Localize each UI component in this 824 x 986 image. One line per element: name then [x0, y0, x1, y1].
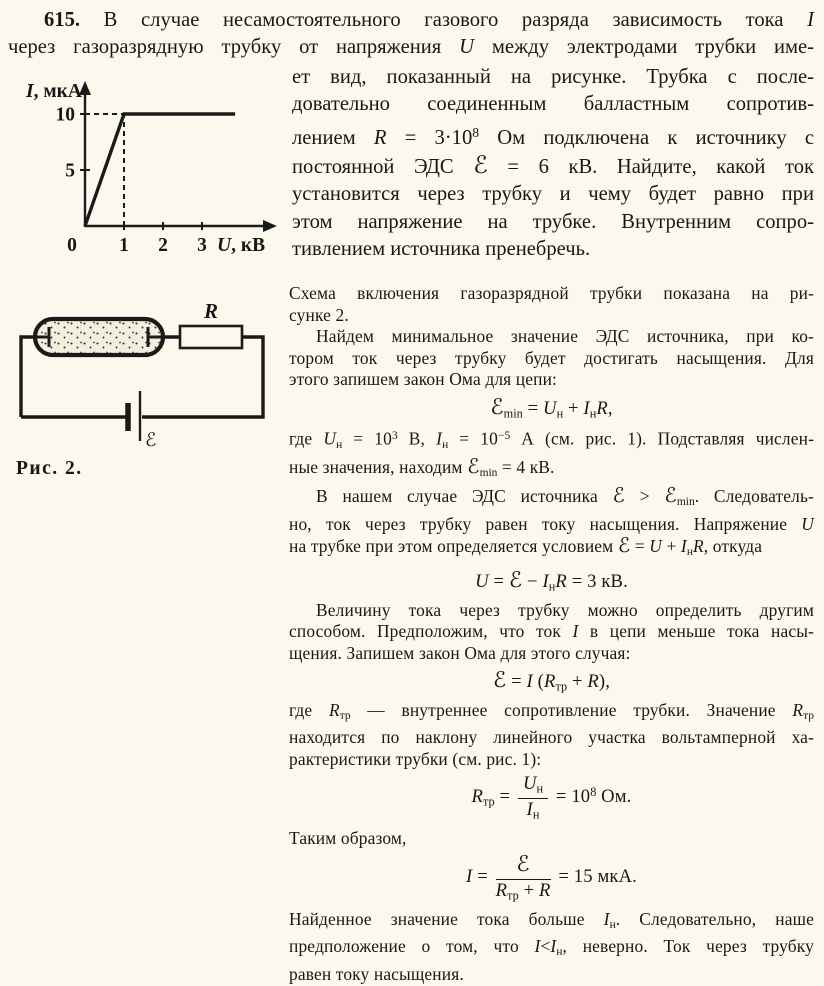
text-segment: В случае несамостоятельного газового разряда зависимость тока — [80, 9, 808, 31]
text-segment: , — [607, 397, 613, 419]
text-segment: U — [323, 428, 337, 449]
x-tick-label: 1 — [119, 235, 129, 256]
text-segment: > — [625, 486, 665, 507]
text-line — [289, 727, 814, 749]
text-segment: U — [459, 36, 474, 58]
text-line — [289, 348, 814, 370]
text-segment: R — [792, 699, 804, 720]
fraction-denominator — [496, 880, 551, 903]
y-tick-label: 10 — [55, 104, 75, 126]
formula-rhs — [551, 786, 631, 807]
figure-text-row — [0, 64, 824, 275]
text-segment: на трубке при этом определяется условием — [289, 536, 618, 557]
text-segment: щения. Запишем закон Ома для этого случая: — [289, 642, 631, 663]
formula-lhs — [466, 866, 493, 887]
text-segment: Найдем минимальное значение ЭДС источника, при ко- — [316, 326, 814, 346]
emf-label: ℰ — [145, 430, 157, 451]
x-axis-arrow-icon — [263, 220, 277, 232]
text-segment: , откуда — [703, 536, 763, 557]
text-segment: −5 — [497, 430, 511, 443]
text-segment: I — [526, 671, 533, 693]
text-line — [292, 64, 814, 91]
text-line — [292, 181, 814, 208]
text-segment: R — [539, 879, 551, 901]
figure1-container — [0, 64, 292, 275]
text-segment: н — [589, 405, 597, 420]
text-segment: В нашем случае ЭДС источника — [316, 486, 613, 507]
text-line — [292, 236, 814, 263]
text-segment: Ом. — [596, 786, 632, 808]
text-segment: тр — [507, 887, 519, 902]
text-segment: сунке 2. — [289, 304, 349, 325]
text-segment: − — [522, 571, 543, 593]
text-segment: = — [630, 536, 650, 557]
y-axis-label: I, мкА — [26, 81, 82, 102]
formula-rhs — [554, 866, 637, 887]
x-tick-label: 3 — [197, 235, 207, 256]
text-segment: R — [328, 699, 340, 720]
text-segment: н — [536, 781, 544, 796]
text-segment: = — [522, 397, 543, 419]
text-segment: Найденное значение тока больше — [289, 908, 604, 929]
text-line — [8, 7, 814, 34]
text-segment: этого запишем закон Ома для цепи: — [289, 369, 558, 389]
text-line — [289, 828, 814, 850]
y-tick-label: 5 — [65, 160, 75, 182]
formula-tube-voltage — [289, 568, 814, 594]
text-segment: тр — [483, 794, 495, 809]
solution-text — [289, 275, 824, 986]
text-line — [289, 600, 814, 622]
text-line — [289, 283, 814, 305]
text-segment: рактеристики трубки (см. рис. 1): — [289, 748, 542, 769]
iv-graph — [0, 64, 292, 270]
x-tick-label: 2 — [158, 235, 168, 256]
text-segment: н — [548, 579, 556, 594]
text-line — [289, 936, 814, 964]
text-segment: = 6 кВ. Найдите, какой ток — [487, 156, 815, 179]
text-line — [292, 209, 814, 236]
text-segment: = — [488, 571, 509, 593]
text-segment: U — [522, 773, 537, 795]
text-segment: где — [289, 428, 324, 449]
text-segment: = 3·10 — [386, 126, 473, 149]
text-segment: = 10 — [448, 428, 498, 449]
text-segment: + — [563, 397, 584, 419]
text-segment: I — [572, 621, 579, 642]
text-segment: U — [475, 571, 489, 593]
text-segment: U — [649, 536, 662, 557]
text-segment: А (см. рис. 1). Подставляя числен- — [510, 428, 815, 449]
text-segment: но, ток через трубку равен току насыщения. Напряжение — [289, 513, 802, 534]
fraction-numerator — [518, 774, 548, 798]
text-segment: I — [680, 536, 687, 557]
text-segment: способом. Предположим, что ток — [289, 621, 573, 642]
text-segment: R — [543, 671, 556, 693]
text-segment: тивлением источника пренебречь. — [292, 238, 591, 261]
solution-row — [0, 275, 824, 986]
text-line — [289, 514, 814, 536]
text-segment: I — [436, 428, 443, 449]
problem-statement-continued — [292, 64, 824, 275]
text-segment: установится через трубку и чему будет равно при — [292, 183, 814, 206]
text-segment: min — [479, 467, 498, 480]
text-line — [292, 91, 814, 118]
text-segment: Ом подключена к источнику с — [479, 126, 814, 149]
text-segment: ℰ — [617, 533, 631, 558]
text-segment: ℰ — [473, 151, 488, 180]
formula-emf-min — [289, 395, 814, 421]
text-segment: = — [494, 786, 515, 808]
text-line — [289, 456, 814, 485]
text-segment: Таким образом, — [289, 827, 407, 848]
text-segment: предположение о том, что — [289, 936, 535, 957]
fraction — [518, 774, 548, 821]
text-segment: ℰ — [492, 668, 507, 694]
text-segment: R — [495, 879, 508, 901]
text-segment: = 10 — [551, 786, 591, 808]
text-segment: . Следовательно, наше — [615, 908, 815, 929]
text-line — [289, 535, 814, 564]
text-segment: 3 — [392, 430, 398, 443]
problem-statement — [0, 0, 824, 61]
text-segment: I — [583, 397, 590, 419]
text-segment: н — [336, 438, 343, 451]
text-segment: между электродами трубки име- — [474, 36, 814, 58]
text-segment: В, — [397, 428, 437, 449]
text-segment: Величину тока через трубку можно определить другим — [316, 599, 814, 620]
text-segment: ℰ — [612, 483, 626, 508]
text-segment: 8 — [472, 124, 480, 140]
fraction-numerator — [496, 853, 551, 879]
text-line — [289, 749, 814, 771]
text-segment: ( — [532, 671, 544, 693]
text-segment: н — [609, 918, 616, 931]
text-segment: = 3 кВ. — [566, 571, 628, 593]
gas-tube-outline — [35, 319, 163, 355]
text-segment: ), — [598, 671, 611, 693]
text-segment: . Следователь- — [694, 486, 814, 507]
text-segment: U — [801, 513, 814, 534]
text-segment: < — [540, 936, 551, 957]
text-segment: = — [506, 671, 527, 693]
text-line — [289, 485, 814, 514]
text-segment: постоянной ЭДС — [292, 156, 474, 179]
text-segment: н — [532, 806, 540, 821]
formula-ohm-law — [289, 668, 814, 694]
text-line — [292, 119, 814, 152]
text-segment: + — [661, 536, 681, 557]
text-segment: I — [550, 936, 557, 957]
text-segment: + — [567, 671, 588, 693]
text-segment: довательно соединенным балластным сопротив- — [292, 93, 814, 116]
text-segment: min — [676, 496, 695, 509]
text-segment: I — [526, 798, 533, 820]
text-segment: R — [555, 571, 567, 593]
text-segment: тр — [339, 709, 351, 722]
text-line — [289, 643, 814, 665]
text-segment: I — [603, 908, 610, 929]
text-segment: I — [534, 936, 541, 957]
text-segment: ные значения, находим — [289, 457, 468, 478]
text-segment: min — [503, 405, 523, 420]
text-line — [289, 369, 814, 391]
text-segment: R — [596, 397, 608, 419]
text-segment: через газоразрядную трубку от напряжения — [8, 36, 460, 58]
text-line — [289, 909, 814, 937]
x-tick-label: 0 — [67, 235, 77, 256]
text-segment: R — [693, 536, 704, 557]
text-segment: ℰ — [516, 852, 530, 878]
text-segment: I — [542, 571, 549, 593]
figure2-container — [0, 275, 289, 480]
text-segment: U — [543, 397, 557, 419]
formula-lhs — [472, 786, 515, 807]
text-segment: R — [373, 126, 387, 149]
fraction-denominator — [518, 799, 548, 822]
text-segment: ет вид, показанный на рисунке. Трубка с после- — [292, 66, 814, 88]
fraction — [496, 853, 551, 903]
text-segment: н — [556, 946, 563, 959]
text-line — [292, 152, 814, 181]
text-segment: = — [472, 866, 493, 888]
text-segment: ℰ — [467, 454, 480, 479]
text-segment: = 10 — [342, 428, 392, 449]
text-line — [289, 700, 814, 728]
text-segment: I — [466, 866, 473, 888]
formula-tube-resistance — [289, 774, 814, 821]
text-segment: этом напряжение на трубке. Внутренним сопро- — [292, 210, 814, 233]
figure2-caption: Рис. 2. — [16, 458, 83, 479]
iv-curve-line — [85, 114, 235, 226]
text-line — [289, 621, 814, 643]
text-segment: , неверно. Ток через трубку — [562, 936, 814, 957]
circuit-figure — [4, 291, 289, 451]
text-segment: 8 — [590, 785, 597, 800]
text-segment: где — [289, 699, 329, 720]
text-segment: = 15 мкА. — [553, 866, 637, 888]
text-segment: Схема включения газоразрядной трубки показана на ри- — [289, 283, 814, 303]
wire-left — [21, 337, 35, 417]
text-segment: = 4 кВ. — [497, 457, 555, 478]
text-segment: равен току насыщения. — [289, 964, 464, 985]
text-segment: н — [442, 438, 449, 451]
text-line — [289, 326, 814, 348]
text-segment: ℰ — [490, 394, 504, 420]
text-segment: тр — [555, 679, 568, 694]
text-segment: ℰ — [664, 483, 677, 508]
text-segment: I — [807, 9, 814, 31]
text-segment: н — [556, 405, 564, 420]
formula-current — [289, 853, 814, 903]
text-line — [289, 426, 814, 456]
resistor-label: R — [203, 299, 219, 323]
text-line — [8, 34, 814, 61]
text-segment: R — [471, 786, 484, 808]
x-axis-label: U, кВ — [217, 235, 266, 256]
text-segment: ℰ — [508, 568, 523, 594]
text-segment: + — [518, 879, 540, 901]
text-segment: тр — [803, 709, 814, 722]
text-segment: н — [686, 546, 693, 559]
text-segment: R — [587, 671, 599, 693]
text-segment: находится по наклону линейного участка вольтамперной ха- — [289, 727, 814, 748]
text-segment: в цепи меньше тока насы- — [578, 621, 814, 642]
text-segment: 615. — [44, 9, 81, 31]
text-segment: лением — [292, 126, 374, 149]
text-line — [289, 964, 814, 986]
text-segment: тором ток через трубку будет достигать насыщения. Для — [289, 347, 814, 368]
text-segment: — внутреннее сопротивление трубки. Значение — [350, 699, 793, 720]
resistor — [180, 326, 242, 348]
text-line — [289, 305, 814, 327]
